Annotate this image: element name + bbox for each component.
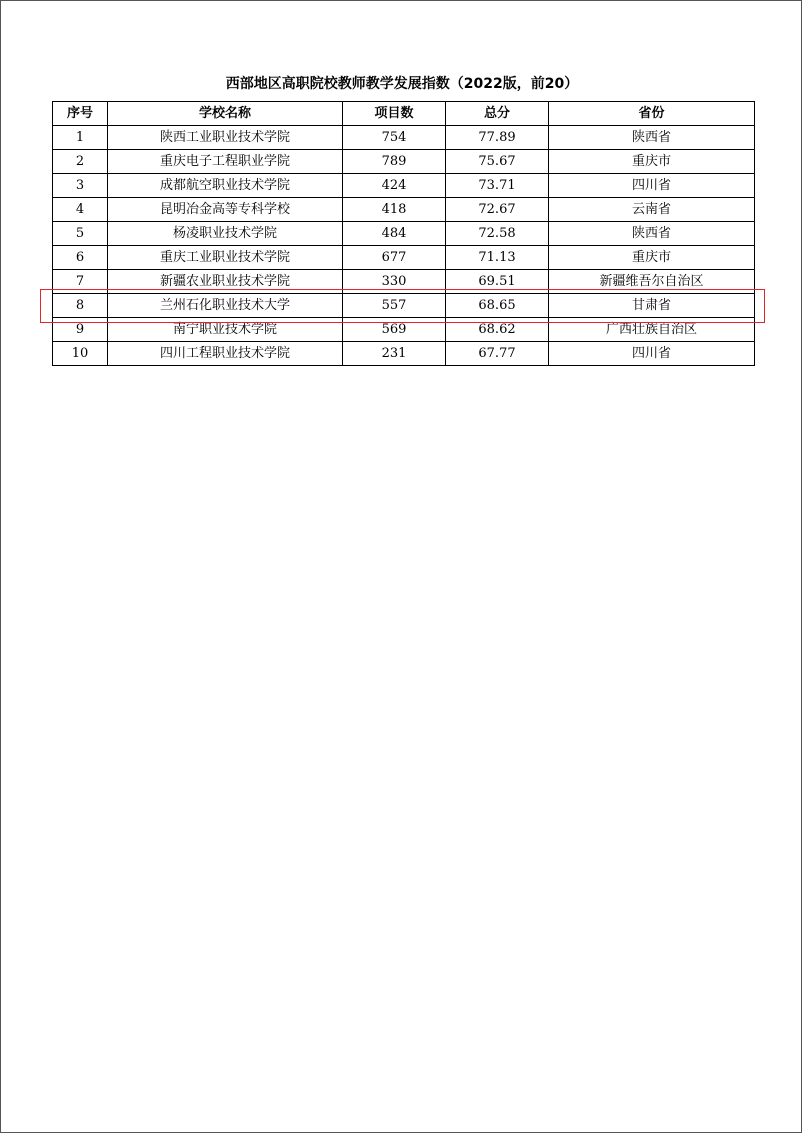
document-title: 西部地区高职院校教师教学发展指数（2022版，前20） <box>225 76 579 92</box>
cell-total-score: 72.58 <box>446 222 549 246</box>
cell-total-score: 73.71 <box>446 174 549 198</box>
cell-project-count: 330 <box>343 270 446 294</box>
table-row <box>53 294 755 318</box>
cell-project-count: 231 <box>343 342 446 366</box>
cell-project-count: 424 <box>343 174 446 198</box>
cell-rank: 8 <box>53 294 108 318</box>
cell-province: 重庆市 <box>549 150 755 174</box>
cell-school-name: 兰州石化职业技术大学 <box>108 294 343 318</box>
cell-project-count: 569 <box>343 318 446 342</box>
header-province: 省份 <box>549 102 755 126</box>
cell-total-score: 75.67 <box>446 150 549 174</box>
cell-province: 陕西省 <box>549 222 755 246</box>
table-header-row <box>53 102 755 126</box>
header-rank: 序号 <box>53 102 108 126</box>
cell-project-count: 484 <box>343 222 446 246</box>
cell-school-name: 陕西工业职业技术学院 <box>108 126 343 150</box>
cell-total-score: 77.89 <box>446 126 549 150</box>
cell-school-name: 重庆电子工程职业学院 <box>108 150 343 174</box>
cell-province: 四川省 <box>549 342 755 366</box>
cell-rank: 3 <box>53 174 108 198</box>
cell-total-score: 68.65 <box>446 294 549 318</box>
table-row <box>53 198 755 222</box>
header-project-count: 项目数 <box>343 102 446 126</box>
cell-province: 陕西省 <box>549 126 755 150</box>
cell-province: 甘肃省 <box>549 294 755 318</box>
cell-rank: 5 <box>53 222 108 246</box>
cell-school-name: 成都航空职业技术学院 <box>108 174 343 198</box>
cell-school-name: 新疆农业职业技术学院 <box>108 270 343 294</box>
cell-school-name: 南宁职业技术学院 <box>108 318 343 342</box>
cell-rank: 1 <box>53 126 108 150</box>
cell-total-score: 68.62 <box>446 318 549 342</box>
cell-project-count: 754 <box>343 126 446 150</box>
cell-rank: 9 <box>53 318 108 342</box>
table-row <box>53 342 755 366</box>
cell-rank: 6 <box>53 246 108 270</box>
cell-province: 重庆市 <box>549 246 755 270</box>
cell-rank: 10 <box>53 342 108 366</box>
table-row <box>53 222 755 246</box>
cell-province: 新疆维吾尔自治区 <box>549 270 755 294</box>
cell-school-name: 杨凌职业技术学院 <box>108 222 343 246</box>
table-row <box>53 150 755 174</box>
header-school-name: 学校名称 <box>108 102 343 126</box>
header-total-score: 总分 <box>446 102 549 126</box>
table-body <box>53 126 755 366</box>
table-row <box>53 246 755 270</box>
cell-school-name: 昆明冶金高等专科学校 <box>108 198 343 222</box>
cell-school-name: 四川工程职业技术学院 <box>108 342 343 366</box>
cell-total-score: 71.13 <box>446 246 549 270</box>
cell-school-name: 重庆工业职业技术学院 <box>108 246 343 270</box>
cell-total-score: 69.51 <box>446 270 549 294</box>
cell-province: 云南省 <box>549 198 755 222</box>
table-row <box>53 174 755 198</box>
cell-project-count: 789 <box>343 150 446 174</box>
cell-rank: 4 <box>53 198 108 222</box>
table-row <box>53 270 755 294</box>
cell-province: 四川省 <box>549 174 755 198</box>
cell-total-score: 72.67 <box>446 198 549 222</box>
cell-province: 广西壮族自治区 <box>549 318 755 342</box>
cell-project-count: 557 <box>343 294 446 318</box>
cell-rank: 2 <box>53 150 108 174</box>
table-row <box>53 126 755 150</box>
cell-rank: 7 <box>53 270 108 294</box>
cell-project-count: 677 <box>343 246 446 270</box>
ranking-table <box>52 101 755 366</box>
cell-total-score: 67.77 <box>446 342 549 366</box>
table-row <box>53 318 755 342</box>
cell-project-count: 418 <box>343 198 446 222</box>
